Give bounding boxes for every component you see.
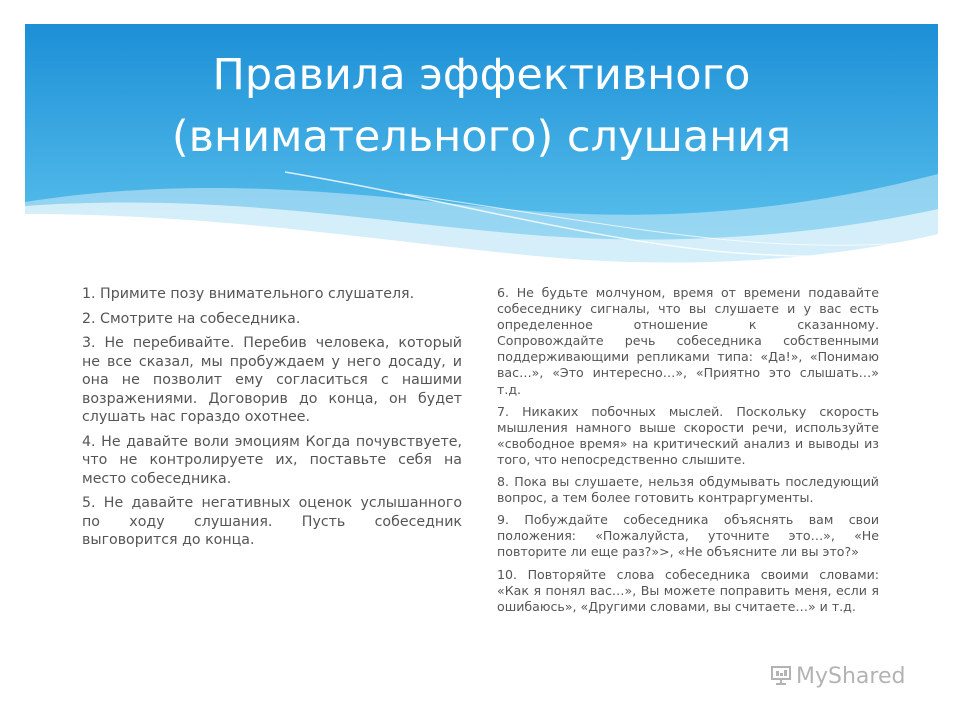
left-column — [82, 285, 462, 556]
watermark — [770, 663, 940, 691]
title-line-1: Правила эффективного — [212, 50, 751, 100]
slide-title — [25, 44, 938, 168]
title-line-2: (внимательного) слушания — [171, 112, 792, 162]
rule-9: 9. Побуждайте собеседника объяснять вам свои положения: «Пожалуйста, уточните это…», «Не повторите ли еще раз?»>, «Не объясните ли вы это?» — [497, 512, 879, 560]
rule-6: 6. Не будьте молчуном, время от времени подавайте собеседнику сигналы, что вы слушаете и у вас есть определенное отношение к сказанному. Сопровождайте речь собеседника собственными поддерживающими репликами типа: «Да!», «Понимаю вас…», «Это интересно…», «Приятно это слышать…» т.д. — [497, 285, 879, 397]
rule-8: 8. Пока вы слушаете, нельзя обдумывать последующий вопрос, а тем более готовить контраргументы. — [497, 474, 879, 506]
rule-5: 5. Не давайте негативных оценок услышанного по ходу слушания. Пусть собеседник выговорится до конца. — [82, 495, 462, 548]
rule-3: 3. Не перебивайте. Перебив человека, который не все сказал, мы пробуждаем у него досаду, и она не позволит ему согласиться с нашими возражениями. Договорив до конца, он будет слушать нас гораздо охотнее. — [82, 335, 462, 425]
rule-4: 4. Не давайте воли эмоциям Когда почувствуете, что не контролируете их, поставьте себя на место собеседника. — [82, 433, 462, 487]
right-column — [497, 285, 879, 621]
rule-1: 1. Примите позу внимательного слушателя. — [82, 286, 415, 302]
rule-7: 7. Никаких побочных мыслей. Поскольку скорость мышления намного выше скорости речи, используйте «свободное время» на критический анализ и выводы из того, что непосредственно слышите. — [497, 403, 879, 467]
watermark-text: MyShared — [796, 664, 906, 689]
rule-10: 10. Повторяйте слова собеседника своими словами: «Как я понял вас…», Вы можете поправить меня, если я ошибаюсь», «Другими словами, вы считаете…» и т.д. — [497, 566, 879, 614]
rule-2: 2. Смотрите на собеседника. — [82, 310, 301, 327]
presentation-board-icon — [770, 664, 792, 686]
